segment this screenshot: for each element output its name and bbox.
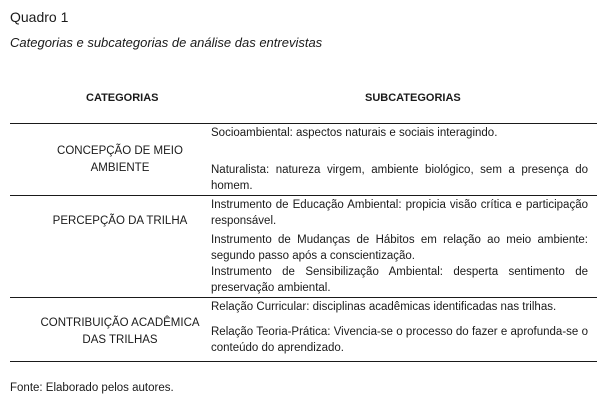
subcategory-teoria-pratica: Relação Teoria-Prática: Vivencia-se o processo do fazer e aprofunda-se o conteúdo do aprendizado. bbox=[211, 326, 588, 354]
header-rule bbox=[10, 123, 597, 124]
quadro-label: Quadro 1 bbox=[10, 9, 69, 25]
subcategory-educacao-ambiental: Instrumento de Educação Ambiental: propicia visão crítica e participação responsável. bbox=[211, 199, 588, 227]
row-rule-2 bbox=[10, 297, 597, 298]
category-contribuicao: CONTRIBUIÇÃO ACADÊMICA DAS TRILHAS bbox=[40, 317, 200, 346]
subcategory-socioambiental: Socioambiental: aspectos naturais e sociais interagindo. bbox=[211, 127, 498, 139]
subcategory-naturalista: Naturalista: natureza virgem, ambiente biológico, sem a presença do homem. bbox=[211, 164, 588, 192]
subcategory-mudancas-habitos: Instrumento de Mudanças de Hábitos em relação ao meio ambiente: segundo passo após a conscientização. bbox=[211, 234, 588, 262]
bottom-rule bbox=[10, 361, 597, 362]
category-concepcao: CONCEPÇÃO DE MEIO AMBIENTE bbox=[57, 145, 183, 174]
category-percepcao: PERCEPÇÃO DA TRILHA bbox=[52, 215, 188, 227]
header-subcategorias: SUBCATEGORIAS bbox=[365, 92, 461, 104]
source-note: Fonte: Elaborado pelos autores. bbox=[10, 382, 174, 394]
subcategory-sensibilizacao: Instrumento de Sensibilização Ambiental: desperta sentimento de preservação ambiental. bbox=[211, 266, 588, 294]
quadro-title: Categorias e subcategorias de análise das entrevistas bbox=[10, 35, 323, 50]
header-categorias: CATEGORIAS bbox=[86, 92, 159, 104]
row-rule-1 bbox=[10, 195, 597, 196]
subcategory-relacao-curricular: Relação Curricular: disciplinas acadêmicas identificadas nas trilhas. bbox=[211, 301, 557, 313]
